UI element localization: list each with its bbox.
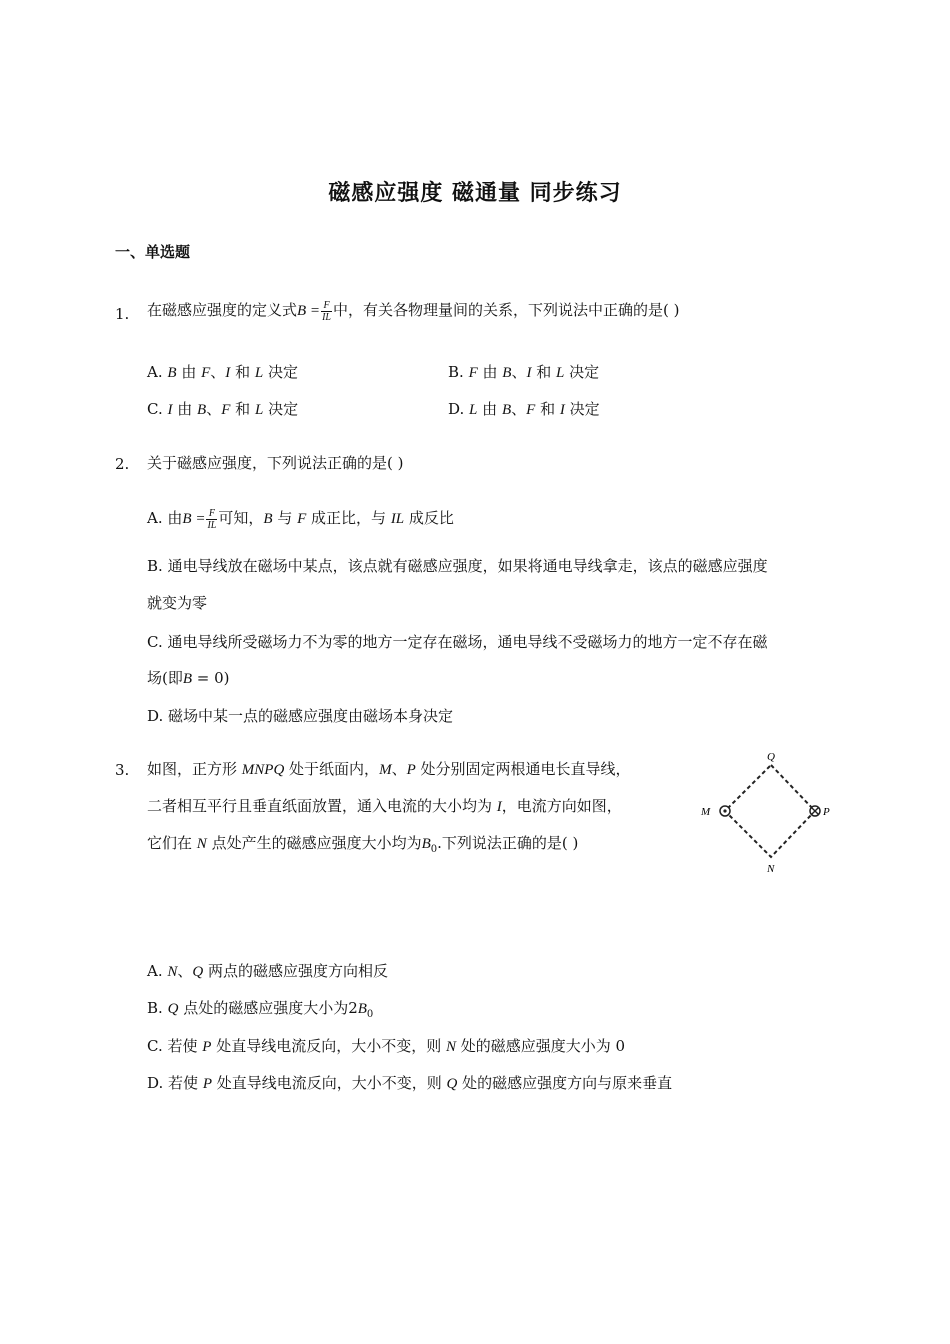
option-label: C.	[147, 400, 163, 418]
var: B	[357, 1001, 367, 1017]
text: 、	[177, 962, 193, 980]
formula-fraction	[206, 508, 217, 531]
current-out-of-page-icon	[720, 806, 730, 816]
option-label: B.	[147, 999, 163, 1017]
option-label: A.	[147, 509, 163, 527]
var: Q	[446, 1076, 458, 1092]
text: 、	[206, 400, 222, 418]
var: B	[263, 511, 273, 527]
text: 决定	[564, 363, 600, 381]
square-mnpq-diagram	[697, 748, 842, 878]
question-1-option-a	[147, 361, 298, 382]
text: 和	[531, 363, 557, 381]
var: B	[502, 365, 512, 381]
var: P	[202, 1076, 212, 1092]
text: 和	[230, 363, 255, 381]
text: 处于纸面内，	[284, 760, 380, 778]
question-3-stem-line3	[147, 832, 578, 855]
text: 和	[535, 400, 560, 418]
var: Q	[192, 964, 204, 980]
text: 通电导线所受磁场力不为零的地方一定存在磁场，通电导线不受磁场力的地方一定不存在磁	[167, 633, 768, 651]
question-3-stem-line1	[147, 758, 631, 779]
question-1-stem	[147, 299, 679, 323]
text: 处直导线电流反向，大小不变，则	[212, 1074, 447, 1092]
text: 可知，	[218, 509, 264, 527]
var: Q	[167, 1001, 179, 1017]
var: B	[501, 402, 512, 418]
label-m: M	[701, 806, 711, 818]
text: 决定	[564, 400, 600, 418]
question-1-number: 1.	[115, 305, 130, 323]
fraction-numerator: F	[321, 300, 332, 312]
label-p: P	[823, 806, 830, 818]
text: 二者相互平行且垂直纸面放置，通入电流的大小均为	[147, 797, 497, 815]
var: B	[421, 836, 431, 852]
var: B	[167, 365, 177, 381]
text: 和	[230, 400, 255, 418]
text: 、	[511, 363, 527, 381]
text: 通电导线放在磁场中某点，该点就有磁感应强度，如果将通电导线拿走，该点的磁感应强度	[167, 557, 768, 575]
question-2-number: 2.	[115, 455, 130, 473]
question-3-option-c	[147, 1035, 625, 1056]
text: 、	[391, 760, 407, 778]
question-2-stem: 关于磁感应强度，下列说法正确的是( )	[147, 454, 404, 472]
text: .下列说法正确的是( )	[437, 834, 579, 852]
option-label: C.	[147, 1037, 163, 1055]
var: MNPQ	[241, 762, 285, 778]
option-label: D.	[147, 1074, 164, 1092]
text: 决定	[263, 363, 298, 381]
stem-text: 在磁感应强度的定义式	[147, 301, 298, 319]
option-label: B.	[448, 363, 464, 381]
question-2-option-d	[147, 705, 453, 726]
section-heading: 一、单选题	[115, 243, 191, 261]
text: 成正比，与	[306, 509, 391, 527]
text: 由	[176, 363, 202, 381]
option-label: C.	[147, 633, 163, 651]
question-2-option-b-line2: 就变为零	[147, 594, 208, 612]
text: 如图，正方形	[147, 760, 242, 778]
var: L	[556, 365, 565, 381]
question-1-option-b	[448, 361, 599, 382]
option-label: A.	[147, 363, 163, 381]
var: P	[202, 1039, 212, 1055]
page-title: 磁感应强度 磁通量 同步练习	[328, 181, 622, 206]
var: I	[496, 799, 502, 815]
question-2-option-a	[147, 507, 454, 531]
label-q: Q	[767, 751, 775, 763]
formula-lhs: B =	[182, 511, 206, 527]
option-label: A.	[147, 962, 163, 980]
question-3-number: 3.	[115, 761, 130, 779]
var: F	[201, 365, 211, 381]
text: 若使	[167, 1037, 203, 1055]
var: L	[254, 402, 264, 418]
question-3-stem-line2	[147, 795, 622, 816]
question-2-option-b-line1	[147, 555, 768, 576]
label-n: N	[767, 863, 775, 875]
var: F	[526, 402, 536, 418]
question-1-option-c	[147, 398, 298, 419]
text: 它们在	[147, 834, 197, 852]
option-label: D.	[448, 400, 465, 418]
option-label: D.	[147, 707, 164, 725]
var: F	[468, 365, 478, 381]
text: 磁场中某一点的磁感应强度由磁场本身决定	[168, 707, 454, 725]
text: 处分别固定两根通电长直导线，	[415, 760, 631, 778]
question-3-option-b	[147, 997, 373, 1020]
fraction-numerator: F	[206, 508, 217, 520]
var: F	[221, 402, 231, 418]
square-outline	[725, 765, 815, 857]
var: N	[196, 836, 207, 852]
stem-text: 中，有关各物理量间的关系，下列说法中正确的是( )	[332, 301, 680, 319]
var: B	[197, 402, 207, 418]
text: 由	[477, 363, 503, 381]
fraction-denominator: IL	[322, 311, 331, 323]
text: 两点的磁感应强度方向相反	[203, 962, 389, 980]
var: I	[167, 402, 173, 418]
text: 、	[210, 363, 226, 381]
current-into-page-icon	[810, 806, 820, 816]
text: 由	[477, 400, 502, 418]
question-2-option-c-line2	[147, 667, 230, 688]
text: 与	[272, 509, 298, 527]
var: I	[526, 365, 532, 381]
text: = 0)	[192, 669, 230, 687]
text: 由	[167, 509, 183, 527]
var: N	[167, 964, 178, 980]
text: 成反比	[404, 509, 454, 527]
text: 点处的磁感应强度大小为2	[178, 999, 358, 1017]
text: 场(即	[147, 669, 183, 687]
var: I	[225, 365, 231, 381]
var: N	[446, 1039, 457, 1055]
var: B	[182, 671, 193, 687]
text: 决定	[263, 400, 299, 418]
option-label: B.	[147, 557, 163, 575]
formula-lhs: B =	[297, 303, 321, 319]
text: 处的磁感应强度大小为 0	[456, 1037, 626, 1055]
question-3-option-d	[147, 1072, 672, 1093]
text: 、	[511, 400, 527, 418]
subscript: 0	[366, 1009, 374, 1020]
var: M	[379, 762, 392, 778]
subscript: 0	[430, 844, 438, 855]
question-3-option-a	[147, 960, 388, 981]
var: L	[469, 402, 478, 418]
var: I	[559, 402, 565, 418]
question-2-option-c-line1	[147, 631, 768, 652]
text: 若使	[168, 1074, 203, 1092]
formula-fraction	[321, 300, 332, 323]
var: IL	[390, 511, 405, 527]
text: 处的磁感应强度方向与原来垂直	[457, 1074, 673, 1092]
text: 点处产生的磁感应强度大小均为	[206, 834, 422, 852]
question-1-option-d	[448, 398, 600, 419]
text: 由	[172, 400, 198, 418]
text: ，电流方向如图，	[501, 797, 622, 815]
var: F	[297, 511, 307, 527]
var: L	[254, 365, 264, 381]
text: 处直导线电流反向，大小不变，则	[211, 1037, 446, 1055]
fraction-denominator: IL	[207, 519, 217, 531]
var: P	[406, 762, 416, 778]
